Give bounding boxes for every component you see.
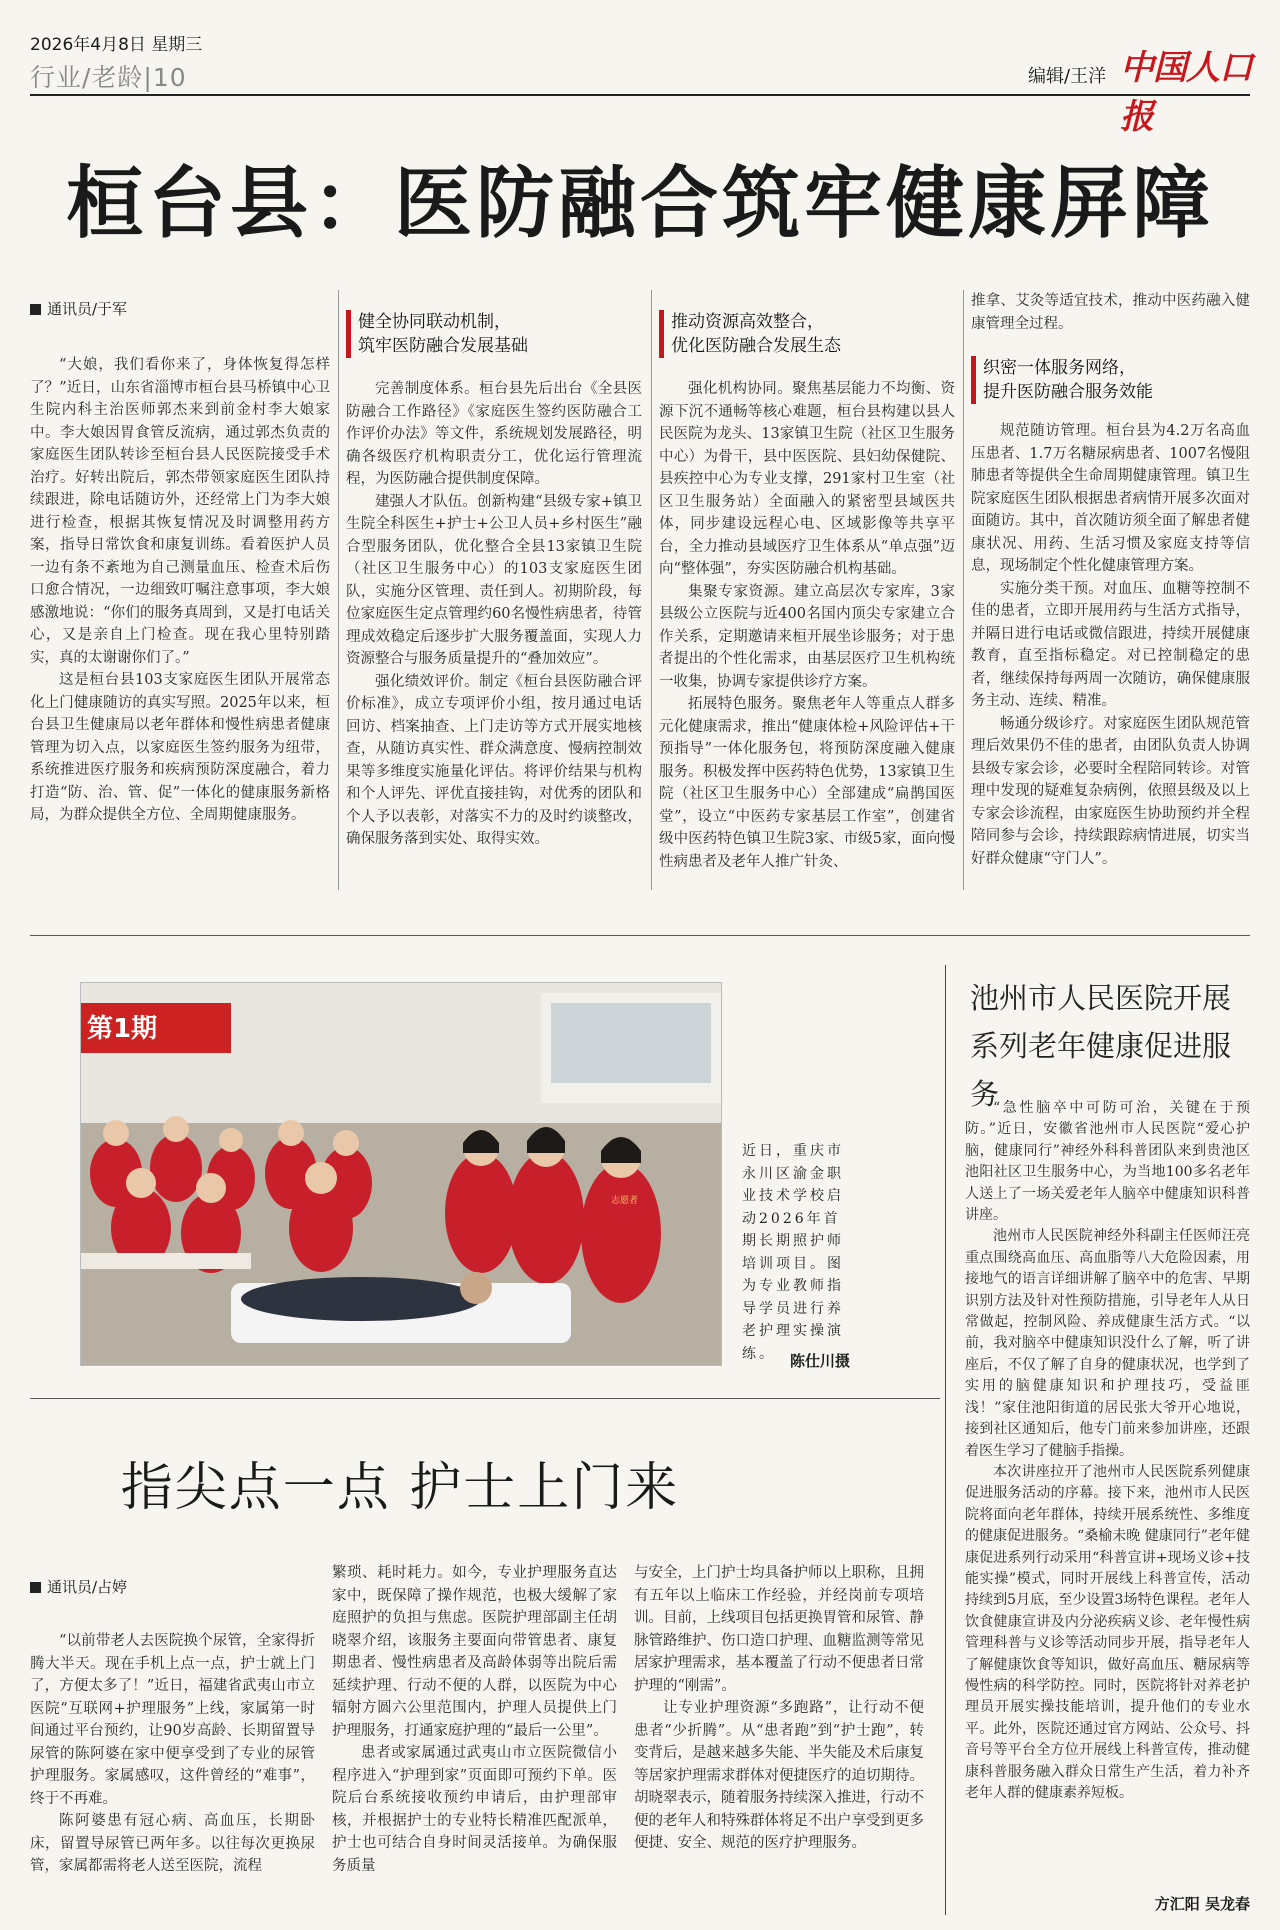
sidebar-divider	[945, 965, 946, 1915]
main-column-4-top	[971, 290, 1250, 335]
paragraph: 让专业护理资源“多跑路”，让行动不便患者“少折腾”。从“患者跑”到“护士跑”，转变背后，是越来越多失能、半失能及术后康复等居家护理需求群体对便捷医疗的迫切期待。胡晓翠表示，随着服务持续深入推进，行动不便的老年人和特殊群体将足不出户享受到更多便捷、安全、规范的医疗护理服务。	[634, 1700, 924, 1851]
paragraph: “以前带老人去医院换个尿管，全家得折腾大半天。现在手机上点一点，护士就上门了，方便太多了！”近日，福建省武夷山市立医院“互联网+护理服务”上线，家属第一时间通过平台预约，让90岁高龄、长期留置导尿管的陈阿婆在家中便享受到了专业的尿管护理服务。家属感叹，这件曾经的“难事”，终于不再难。	[30, 1633, 315, 1807]
paragraph: 强化机构协同。聚焦基层能力不均衡、资源下沉不通畅等核心难题，桓台县构建以县人民医院为龙头、13家镇卫生院（社区卫生服务中心）为骨干，县中医医院、县妇幼保健院、县疾控中心为专业支撑，291家村卫生室（社区卫生服务站）全面融入的紧密型县域医共体，同步建设远程心电、区域影像等共享平台，全力推动县域医疗卫生体系从“单点强”迈向“整体强”，夯实医防融合机构基础。	[659, 381, 955, 577]
header-rule	[30, 94, 1250, 96]
subhead-1-line-1: 健全协同联动机制，	[358, 312, 511, 332]
column-divider	[338, 290, 339, 890]
sidebar-title	[970, 974, 1250, 1118]
vest-print-text: 志愿者	[611, 1196, 639, 1206]
paragraph: 推拿、艾灸等适宜技术，推动中医药融入健康管理全过程。	[971, 293, 1250, 332]
section-divider	[30, 935, 1250, 936]
training-photo	[80, 982, 722, 1366]
subhead-3	[971, 356, 1250, 404]
editor-credit: 编辑/王洋	[1028, 66, 1107, 87]
paragraph: 拓展特色服务。聚焦老年人等重点人群多元化健康需求，推出“健康体检+风险评估+干预指导”一体化服务包，将预防深度融入健康服务。积极发挥中医药特色优势，13家镇卫生院（社区卫生服务中心）全部建成“扁鹊国医堂”，设立“中医药专家基层工作室”，创建省级中医药特色镇卫生院3家、市级5家，面向慢性病患者及老年人推广针灸、	[659, 696, 955, 870]
section-divider	[30, 1398, 940, 1399]
main-column-1	[30, 354, 330, 827]
column-divider	[963, 290, 964, 890]
main-headline: 桓台县：医防融合筑牢健康屏障	[65, 158, 1214, 249]
subhead-2	[659, 310, 949, 358]
training-photo-image	[81, 983, 722, 1366]
paragraph: 集聚专家资源。建立高层次专家库，3家县级公立医院与近400名国内顶尖专家建立合作关系，定期邀请来桓开展坐诊服务；对于患者提出的个性化需求，由基层医疗卫生机构统一收集，协调专家提供诊疗方案。	[659, 583, 955, 690]
square-bullet-icon	[30, 304, 41, 315]
paragraph: 与安全，上门护士均具备护师以上职称，且拥有五年以上临床工作经验，并经岗前专项培训。目前，上线项目包括更换胃管和尿管、静脉管路维护、伤口造口护理、血糖监测等常见居家护理需求，基本覆盖了行动不便患者日常护理的“刚需”。	[634, 1565, 924, 1694]
newspaper-logo: 中国人口报	[1120, 48, 1252, 137]
column-divider	[651, 290, 652, 890]
issue-date: 2026年4月8日 星期三	[30, 35, 203, 55]
main-byline-text: 通讯员/于军	[47, 300, 128, 318]
second-column-3	[634, 1562, 924, 1855]
second-headline: 指尖点一点 护士上门来	[120, 1458, 680, 1518]
paragraph: 畅通分级诊疗。对家庭医生团队规范管理后效果仍不佳的患者，由团队负责人协调县级专家会诊，必要时全程陪同转诊。对管理中发现的疑难复杂病例，依照县级及以上专家会诊流程，由家庭医生协助预约并全程陪同参与会诊，持续跟踪病情进展，切实当好群众健康“守门人”。	[971, 715, 1250, 867]
paragraph: “大娘，我们看你来了，身体恢复得怎样了？”近日，山东省淄博市桓台县马桥镇中心卫生院内科主治医师郭杰来到前金村李大娘家中。李大娘因胃食管反流病，通过郭杰负责的家庭医生团队转诊至桓台县人民医院接受手术治疗。好转出院后，郭杰带领家庭医生团队持续跟进，除电话随访外，还经常上门为李大娘进行检查，根据其恢复情况及时调整用药方案，指导日常饮食和康复训练。看着医护人员一边有条不紊地为自己测量血压、检查术后伤口愈合情况，一边细致叮嘱注意事项，李大娘感激地说：“你们的服务真周到，又是打电话关心，又是亲自上门检查。现在我心里特别踏实，真的太谢谢你们了。”	[30, 357, 330, 666]
subhead-1	[346, 310, 636, 358]
main-column-3	[659, 378, 955, 873]
second-byline-text: 通讯员/占婷	[47, 1578, 128, 1596]
second-column-2	[332, 1562, 617, 1877]
subhead-2-line-1: 推动资源高效整合，	[671, 312, 824, 332]
second-column-1	[30, 1630, 315, 1878]
main-column-4	[971, 420, 1250, 870]
photo-credit: 陈仕川摄	[790, 1352, 851, 1370]
photo-banner-text: 第1期	[87, 1014, 158, 1044]
subhead-3-line-2: 提升医防融合服务效能	[983, 382, 1153, 402]
paragraph: 患者或家属通过武夷山市立医院微信小程序进入“护理到家”页面即可预约下单。医院后台系统接收预约申请后，由护理部审核，并根据护士的专业特长精准匹配派单，护士也可结合自身时间灵活接单。为确保服务质量	[332, 1745, 617, 1874]
paragraph: “急性脑卒中可防可治，关键在于预防。”近日，安徽省池州市人民医院“爱心护脑，健康同行”神经外科科普团队来到贵池区池阳社区卫生服务中心，为当地100多名老年人送上了一场关爱老年人脑卒中健康知识科普讲座。	[965, 1100, 1250, 1224]
section-label: 行业/老龄|10	[30, 63, 187, 92]
paragraph: 强化绩效评价。制定《桓台县医防融合评价标准》，成立专项评价小组，按月通过电话回访、档案抽查、上门走访等方式开展实地核查，从随访真实性、群众满意度、慢病控制效果等多维度实施量化评估。将评价结果与机构和个人评先、评优直接挂钩，对优秀的团队和个人予以表彰，对落实不力的及时约谈整改，确保服务落到实处、取得实效。	[346, 673, 642, 847]
sidebar-signature: 方汇阳 吴龙春	[1154, 1895, 1250, 1913]
main-column-2	[346, 378, 642, 851]
paragraph: 池州市人民医院神经外科副主任医师汪亮重点围绕高血压、高血脂等八大危险因素，用接地气的语言详细讲解了脑卒中的危害、早期识别方法及针对性预防措施，引导老年人从日常做起，控制风险、养成健康生活方式。“以前，我对脑卒中健康知识没什么了解，听了讲座后，不仅了解了自身的健康状况，也学到了实用的脑健康知识和护理技巧，受益匪浅！”家住池阳街道的居民张大爷开心地说，接到社区通知后，他专门前来参加讲座，还跟着医生学习了健脑手指操。	[965, 1228, 1250, 1459]
main-byline	[30, 298, 127, 319]
sidebar-body	[965, 1098, 1250, 1804]
paragraph: 陈阿婆患有冠心病、高血压，长期卧床，留置导尿管已两年多。以往每次更换尿管，家属都需将老人送至医院，流程	[30, 1813, 315, 1874]
paragraph: 这是桓台县103支家庭医生团队开展常态化上门健康随访的真实写照。2025年以来，桓台县卫生健康局以老年群体和慢性病患者健康管理为切入点，以家庭医生签约服务为纽带，系统推进医疗服务和疾病预防深度融合，着力打造“防、治、管、促”一体化的健康服务新格局，为群众提供全方位、全周期健康服务。	[30, 672, 330, 823]
second-byline	[30, 1576, 127, 1597]
paragraph: 建强人才队伍。创新构建“县级专家+镇卫生院全科医生+护士+公卫人员+乡村医生”融合型服务团队，优化整合全县13家镇卫生院（社区卫生服务中心）的103支家庭医生团队，实施分区管理、责任到人。初期阶段，每位家庭医生定点管理约60名慢性病患者，待管理成效稳定后逐步扩大服务覆盖面，实现人力资源整合与服务质量提升的“叠加效应”。	[346, 493, 642, 667]
paragraph: 实施分类干预。对血压、血糖等控制不佳的患者，立即开展用药与生活方式指导，并隔日进行电话或微信跟进，持续开展健康教育，直至指标稳定。对已控制稳定的患者，继续保持每两周一次随访，确保健康服务主动、连续、精准。	[971, 580, 1250, 709]
sidebar-title-line-2: 系列老年健康促进服务	[970, 1029, 1232, 1111]
photo-caption: 近日，重庆市永川区渝金职业技术学校启动2026年首期长期照护师培训项目。图为专业教师指导学员进行养老护理实操演练。	[742, 1143, 844, 1362]
subhead-2-line-2: 优化医防融合发展生态	[671, 336, 841, 356]
paragraph: 本次讲座拉开了池州市人民医院系列健康促进服务活动的序幕。接下来，池州市人民医院将面向老年群体，持续开展系统性、多维度的健康促进服务。“桑榆未晚 健康同行”老年健康促进系列行动采用“科普宣讲+现场义诊+技能实操”模式，同时开展线上科普宣传，活动持续到5月底，至少设置3场特色课程。老年人饮食健康宣讲及内分泌疾病义诊、老年慢性病管理科普与义诊等活动同步开展，指导老年人了解健康饮食等知识，做好高血压、糖尿病等慢性病的科学防控。同时，医院将针对养老护理员开展实操技能培训，提升他们的专业水平。此外，医院还通过官方网站、公众号、抖音号等平台全方位开展线上科普宣传，推动健康科普服务融入群众日常生产生活，着力补齐老年人群的健康素养短板。	[965, 1463, 1250, 1801]
sidebar-title-line-1: 池州市人民医院开展	[970, 981, 1232, 1015]
paragraph: 完善制度体系。桓台县先后出台《全县医防融合工作路径》《家庭医生签约医防融合工作评价办法》等文件，系统规划发展路径，明确各级医疗机构职责分工，优化运行管理流程，为医防融合提供制度保障。	[346, 381, 642, 487]
subhead-1-line-2: 筑牢医防融合发展基础	[358, 336, 528, 356]
paragraph: 规范随访管理。桓台县为4.2万名高血压患者、1.7万名糖尿病患者、1007名慢阻肺患者等提供全生命周期健康管理。镇卫生院家庭医生团队根据患者病情开展多次面对面随访。其中，首次随访须全面了解患者健康状况、用药、生活习惯及家庭支持等信息，现场制定个性化健康管理方案。	[971, 423, 1250, 574]
subhead-3-line-1: 织密一体服务网络，	[983, 358, 1136, 378]
paragraph: 繁琐、耗时耗力。如今，专业护理服务直达家中，既保障了操作规范，也极大缓解了家庭照护的负担与焦虑。医院护理部副主任胡晓翠介绍，该服务主要面向带管患者、康复期患者、慢性病患者及高龄体弱等出院后需延续护理、行动不便的人群，以医院为中心辐射方圆六公里范围内，护理人员提供上门护理服务，打通家庭护理的“最后一公里”。	[332, 1565, 617, 1739]
square-bullet-icon	[30, 1582, 41, 1593]
